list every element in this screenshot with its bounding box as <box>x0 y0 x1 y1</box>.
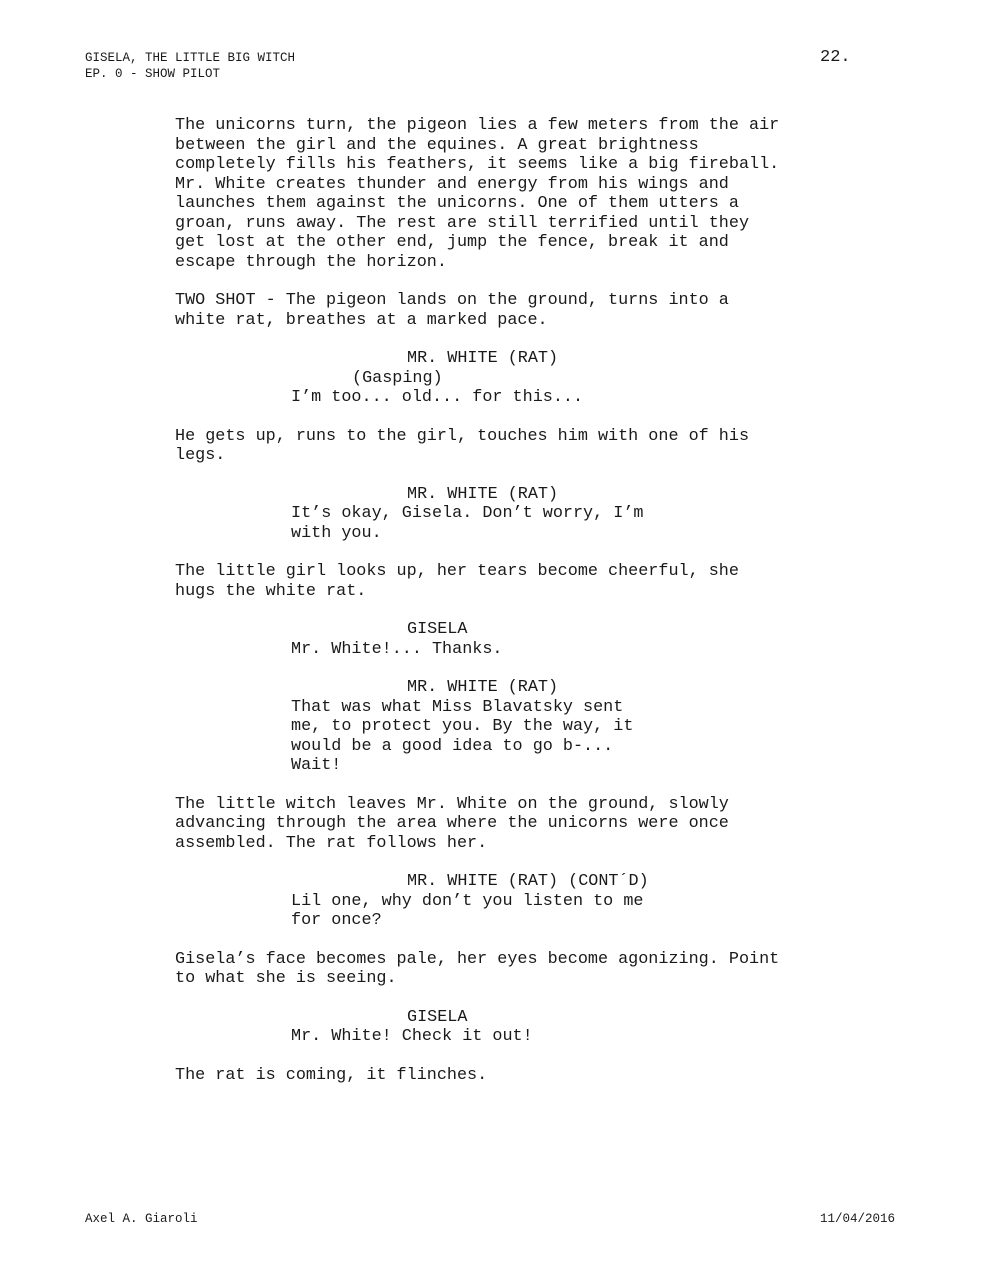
dialogue-text: I’m too... old... for this... <box>291 388 584 407</box>
action-paragraph: The little girl looks up, her tears become cheerful, she hugs the white rat. <box>175 562 739 601</box>
character-name: GISELA <box>407 620 468 639</box>
page-number: 22. <box>820 48 851 67</box>
dialogue-text: That was what Miss Blavatsky sent me, to protect you. By the way, it would be a good idea to go b-... Wait! <box>291 697 634 775</box>
action-paragraph: TWO SHOT - The pigeon lands on the ground, turns into a white rat, breathes at a marked pace. <box>175 291 729 330</box>
script-body <box>175 116 895 1104</box>
dialogue-block <box>175 620 895 659</box>
dialogue-text: It’s okay, Gisela. Don’t worry, I’m with you. <box>291 504 644 543</box>
dialogue-block <box>175 872 895 931</box>
dialogue-text: Lil one, why don’t you listen to me for once? <box>291 891 644 930</box>
character-name: MR. WHITE (RAT) (CONT´D) <box>407 872 649 891</box>
character-name: MR. WHITE (RAT) <box>407 678 559 697</box>
action-paragraph: The unicorns turn, the pigeon lies a few meters from the air between the girl and the equines. A great brightness completely fills his feathers, it seems like a big fireball. Mr. White creates thunder and energy from his wings and launches them against the unicorns. One of them utters a groan, runs away. The rest are still terrified until they get lost at the other end, jump the fence, break it and escape through the horizon. <box>175 116 780 272</box>
character-name: MR. WHITE (RAT) <box>407 484 559 504</box>
header-episode: EP. 0 - SHOW PILOT <box>85 67 221 81</box>
dialogue-text: Mr. White!... Thanks. <box>291 639 503 659</box>
dialogue-block <box>175 678 895 776</box>
footer-date: 11/04/2016 <box>820 1212 896 1226</box>
character-name: MR. WHITE (RAT) <box>407 349 559 368</box>
footer-author: Axel A. Giaroli <box>85 1212 198 1226</box>
dialogue-block <box>175 1008 895 1047</box>
action-paragraph: The rat is coming, it flinches. <box>175 1065 488 1085</box>
action-paragraph: Gisela’s face becomes pale, her eyes become agonizing. Point to what she is seeing. <box>175 949 780 988</box>
header-title: GISELA, THE LITTLE BIG WITCH <box>85 51 296 65</box>
dialogue-block <box>175 349 895 408</box>
action-paragraph: The little witch leaves Mr. White on the ground, slowly advancing through the area where the unicorns were once assembled. The rat follows her. <box>175 794 729 853</box>
dialogue-text: Mr. White! Check it out! <box>291 1027 533 1046</box>
parenthetical: (Gasping) <box>352 368 443 388</box>
dialogue-block <box>175 485 895 544</box>
action-paragraph: He gets up, runs to the girl, touches him with one of his legs. <box>175 426 750 465</box>
character-name: GISELA <box>407 1007 468 1027</box>
